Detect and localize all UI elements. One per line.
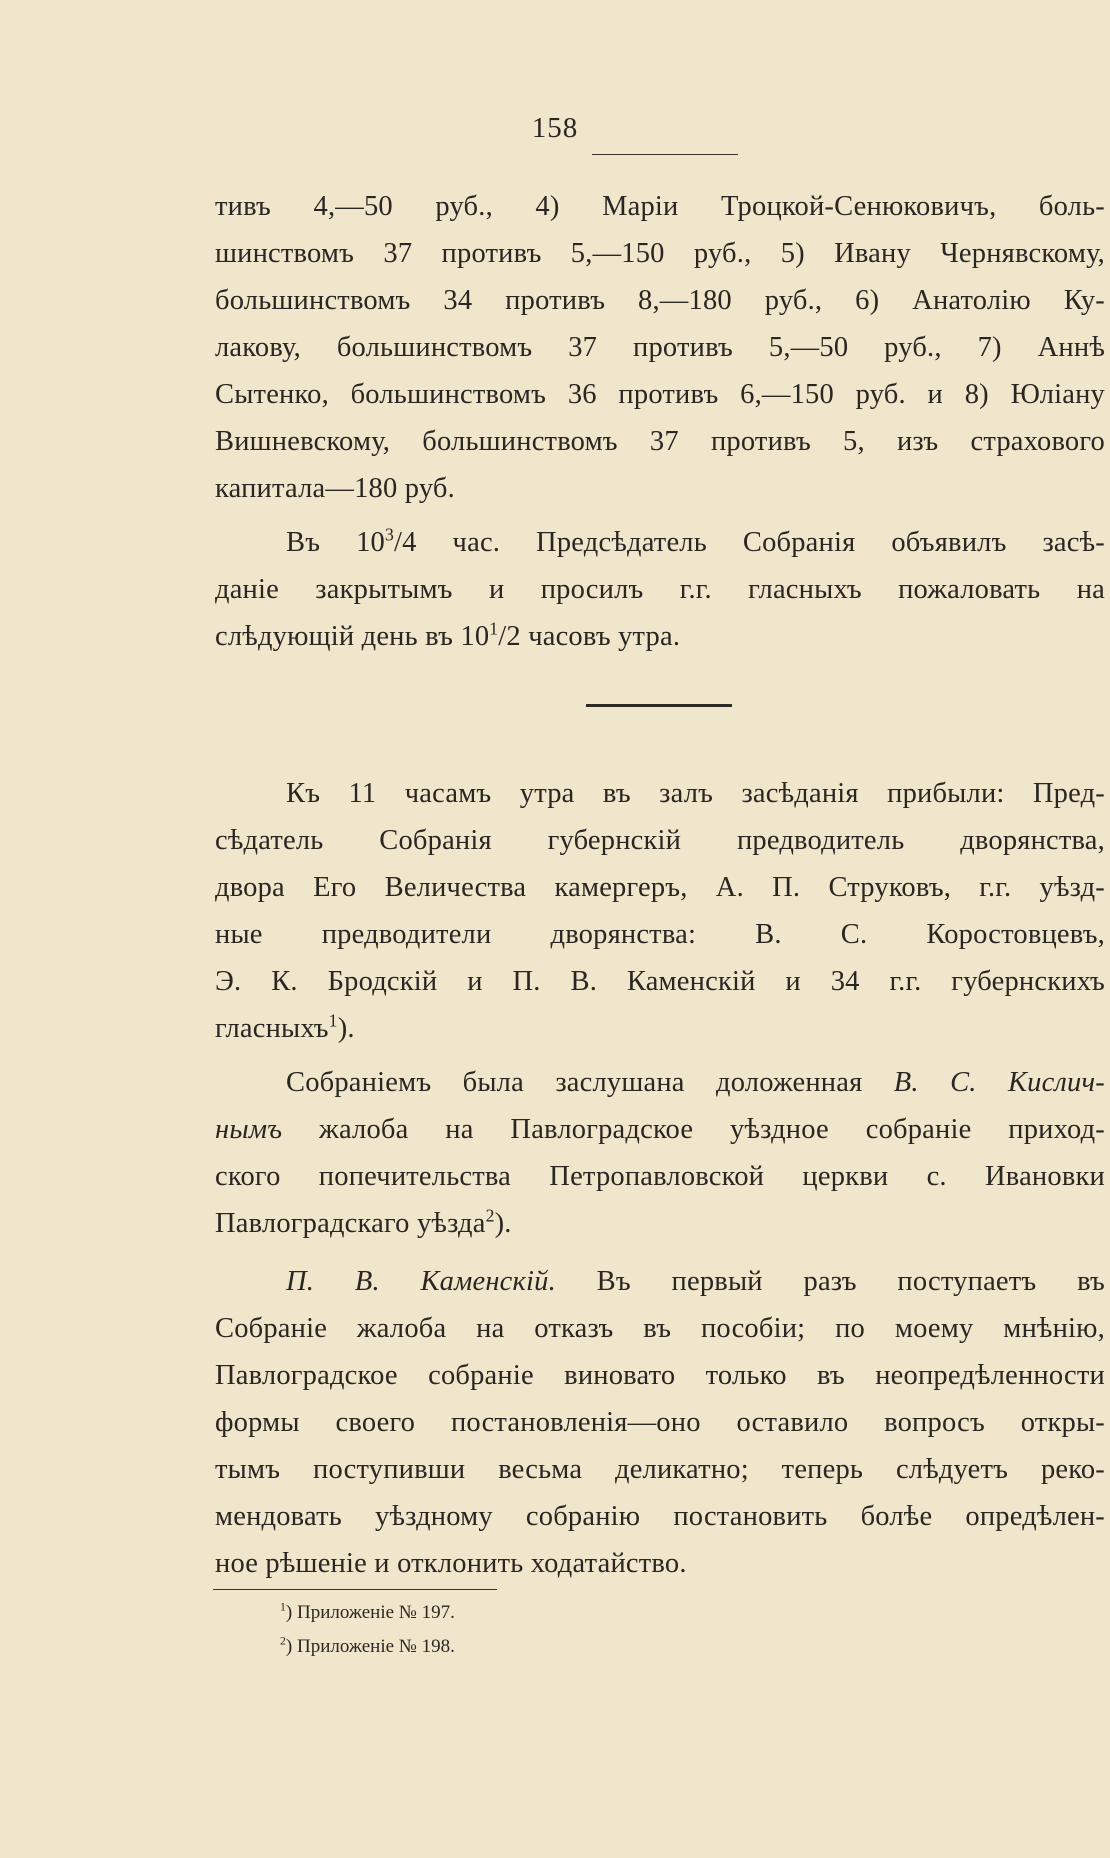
text-line: Собраніе жалоба на отказъ въ пособіи; по моему мнѣнію,	[215, 1313, 1105, 1344]
text-line: даніе закрытымъ и просилъ г.г. гласныхъ пожаловать на	[215, 574, 1105, 605]
text-line: ное рѣшеніе и отклонить ходатайство.	[215, 1548, 687, 1579]
text-line: капитала—180 руб.	[215, 473, 455, 504]
text-line: мендовать уѣздному собранію постановить болѣе опредѣлен-	[215, 1501, 1105, 1532]
text-line: Павлоградское собраніе виновато только въ неопредѣленности	[215, 1360, 1105, 1391]
text-line: Э. К. Бродскій и П. В. Каменскій и 34 г.г. губернскихъ	[215, 966, 1105, 997]
text-line: лакову, большинствомъ 37 противъ 5,—50 руб., 7) Аннѣ	[215, 332, 1105, 363]
text-line: тымъ поступивши весьма деликатно; теперь слѣдуетъ реко-	[215, 1454, 1105, 1485]
text-line: Къ 11 часамъ утра въ залъ засѣданія прибыли: Пред-	[286, 778, 1105, 809]
text-line: Вишневскому, большинствомъ 37 противъ 5, изъ страхового	[215, 426, 1105, 457]
text-line: шинствомъ 37 противъ 5,—150 руб., 5) Ивану Чернявскому,	[215, 238, 1105, 269]
text-line: сѣдатель Собранія губернскій предводитель дворянства,	[215, 825, 1105, 856]
text-line: гласныхъ$^1$).	[215, 1010, 355, 1044]
text-line: нымъ жалоба на Павлоградское уѣздное собраніе приход-	[215, 1114, 1105, 1145]
text-line: слѣдующій день въ $10^1/2$ часовъ утра.	[215, 618, 681, 652]
text-line: ского попечительства Петропавловской церкви с. Ивановки	[215, 1161, 1105, 1192]
text-line: Собраніемъ была заслушана доложенная В. С. Кислич-	[286, 1067, 1105, 1098]
text-line: ные предводители дворянства: В. С. Коростовцевъ,	[215, 919, 1105, 950]
text-line: формы своего постановленія—оно оставило вопросъ откры-	[215, 1407, 1105, 1438]
page-number-rule	[592, 154, 738, 155]
footnote: $^1$) Приложеніе № 197.	[280, 1600, 455, 1623]
text-line: двора Его Величества камергеръ, А. П. Струковъ, г.г. уѣзд-	[215, 872, 1105, 903]
text-line: П. В. Каменскій. Въ первый разъ поступаетъ въ	[286, 1266, 1105, 1297]
footnote-rule	[213, 1589, 497, 1590]
page-number: 158	[531, 112, 579, 144]
text-line: тивъ 4,—50 руб., 4) Маріи Троцкой-Сенюковичъ, боль-	[215, 191, 1105, 222]
text-line: Павлоградскаго уѣзда$^2$).	[215, 1205, 512, 1239]
text-line: большинствомъ 34 противъ 8,—180 руб., 6) Анатолію Ку-	[215, 285, 1105, 316]
text-line: Сытенко, большинствомъ 36 противъ 6,—150 руб. и 8) Юліану	[215, 379, 1105, 410]
section-separator	[586, 704, 732, 707]
speaker-name: П. В. Каменскій.	[286, 1266, 556, 1297]
text-line: Въ $10^3/4$ час. Предсѣдатель Собранія объявилъ засѣ-	[286, 524, 1105, 558]
footnote: $^2$) Приложеніе № 198.	[280, 1634, 455, 1657]
